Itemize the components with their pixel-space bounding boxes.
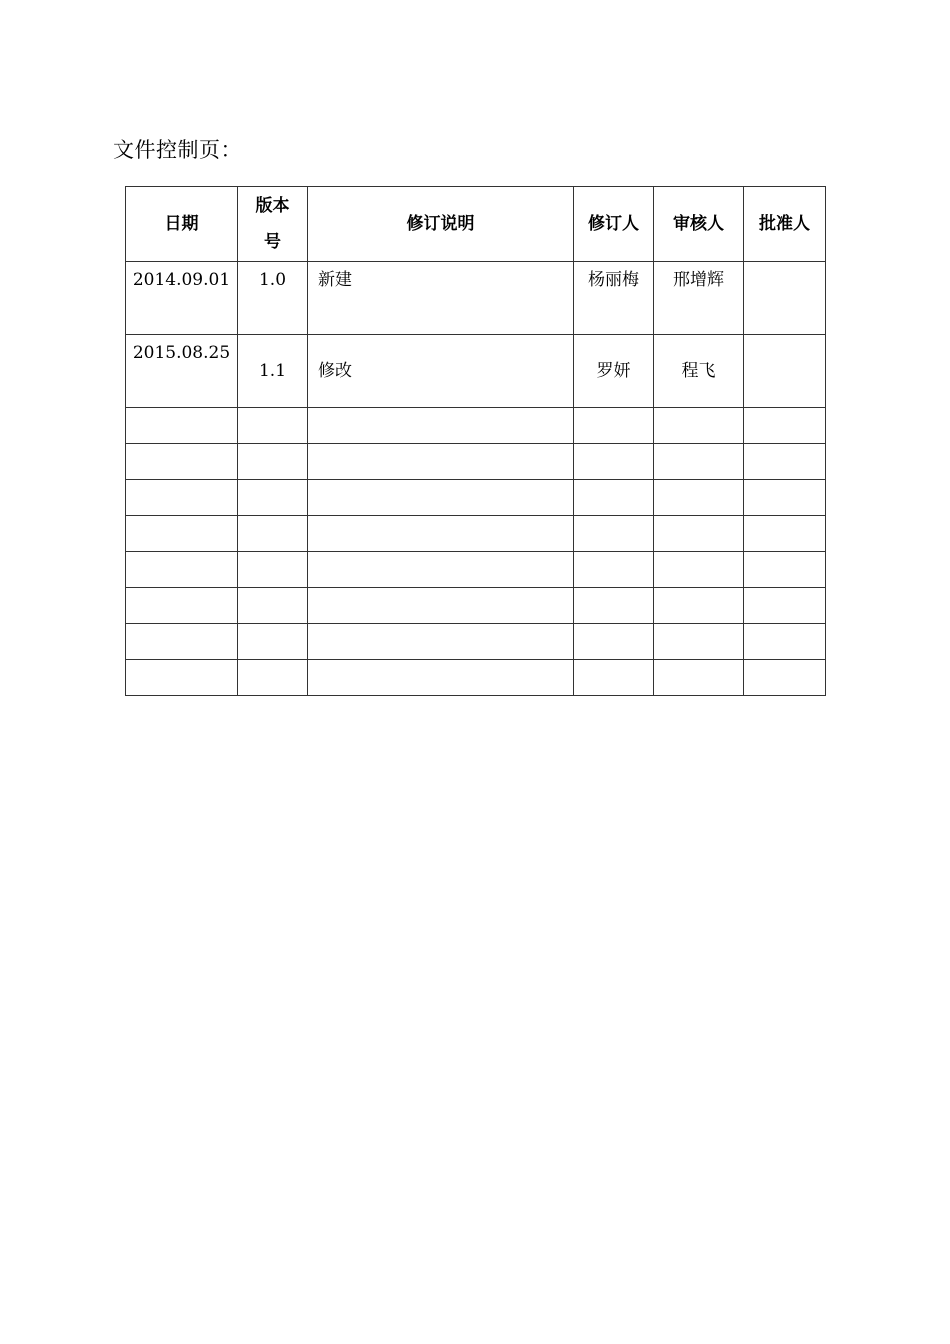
cell-date xyxy=(126,588,238,624)
cell-reviser: 罗妍 xyxy=(574,335,654,408)
cell-reviewer xyxy=(654,480,744,516)
table-row-empty xyxy=(126,444,826,480)
table-row-empty xyxy=(126,480,826,516)
cell-date xyxy=(126,408,238,444)
cell-version xyxy=(238,516,308,552)
cell-reviewer xyxy=(654,444,744,480)
header-reviser: 修订人 xyxy=(574,187,654,262)
cell-description: 修改 xyxy=(308,335,574,408)
cell-date xyxy=(126,660,238,696)
cell-reviewer: 邢增辉 xyxy=(654,262,744,335)
document-control-table xyxy=(125,186,826,696)
cell-approver xyxy=(744,480,826,516)
header-version: 版本号 xyxy=(238,187,308,262)
cell-approver xyxy=(744,444,826,480)
cell-date xyxy=(126,516,238,552)
table-row xyxy=(126,262,826,335)
cell-version: 1.1 xyxy=(238,335,308,408)
cell-reviser xyxy=(574,444,654,480)
cell-version xyxy=(238,408,308,444)
cell-version xyxy=(238,480,308,516)
table-row-empty xyxy=(126,660,826,696)
table-row xyxy=(126,335,826,408)
header-reviewer: 审核人 xyxy=(654,187,744,262)
cell-description xyxy=(308,660,574,696)
cell-description xyxy=(308,624,574,660)
cell-approver xyxy=(744,516,826,552)
page-title: 文件控制页： xyxy=(113,138,242,162)
cell-description xyxy=(308,552,574,588)
cell-reviser: 杨丽梅 xyxy=(574,262,654,335)
cell-description xyxy=(308,588,574,624)
cell-version xyxy=(238,552,308,588)
cell-approver xyxy=(744,660,826,696)
cell-reviewer: 程飞 xyxy=(654,335,744,408)
cell-date xyxy=(126,480,238,516)
cell-approver xyxy=(744,262,826,335)
cell-approver xyxy=(744,588,826,624)
table-row-empty xyxy=(126,624,826,660)
cell-reviser xyxy=(574,552,654,588)
cell-reviser xyxy=(574,480,654,516)
cell-reviewer xyxy=(654,660,744,696)
cell-reviser xyxy=(574,588,654,624)
cell-description xyxy=(308,408,574,444)
cell-reviser xyxy=(574,408,654,444)
cell-reviewer xyxy=(654,552,744,588)
cell-reviewer xyxy=(654,624,744,660)
cell-version xyxy=(238,660,308,696)
cell-date xyxy=(126,552,238,588)
cell-description xyxy=(308,444,574,480)
cell-approver xyxy=(744,335,826,408)
table-row-empty xyxy=(126,552,826,588)
cell-version xyxy=(238,624,308,660)
cell-version xyxy=(238,588,308,624)
cell-reviewer xyxy=(654,408,744,444)
cell-description: 新建 xyxy=(308,262,574,335)
header-approver: 批准人 xyxy=(744,187,826,262)
cell-date: 2014.09.01 xyxy=(126,262,238,335)
cell-approver xyxy=(744,624,826,660)
cell-reviewer xyxy=(654,588,744,624)
cell-approver xyxy=(744,552,826,588)
cell-date xyxy=(126,444,238,480)
header-description: 修订说明 xyxy=(308,187,574,262)
cell-version xyxy=(238,444,308,480)
cell-date xyxy=(126,624,238,660)
cell-approver xyxy=(744,408,826,444)
table-header-row xyxy=(126,187,826,262)
header-date: 日期 xyxy=(126,187,238,262)
cell-reviser xyxy=(574,660,654,696)
cell-version: 1.0 xyxy=(238,262,308,335)
cell-description xyxy=(308,516,574,552)
cell-reviser xyxy=(574,624,654,660)
cell-reviser xyxy=(574,516,654,552)
table-row-empty xyxy=(126,408,826,444)
cell-date: 2015.08.25 xyxy=(126,335,238,408)
cell-reviewer xyxy=(654,516,744,552)
table-row-empty xyxy=(126,516,826,552)
table-row-empty xyxy=(126,588,826,624)
cell-description xyxy=(308,480,574,516)
